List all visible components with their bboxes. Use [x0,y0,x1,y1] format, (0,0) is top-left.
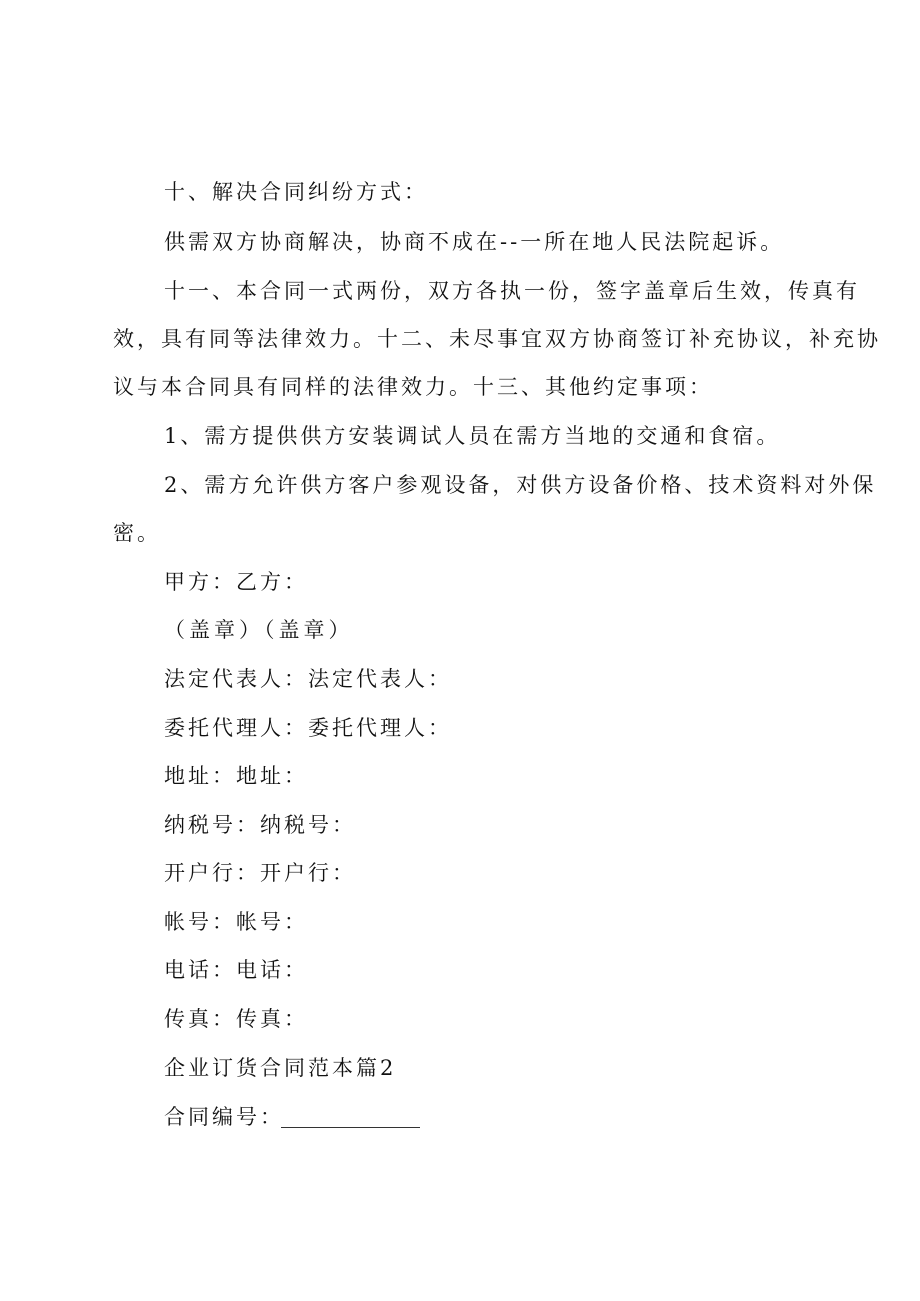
clause-11-line-2: 效，具有同等法律效力。十二、未尽事宜双方协商签订补充协议，补充协 [113,327,881,351]
contract-number-label: 合同编号： [164,1105,284,1129]
dispute-resolution-text: 供需双方协商解决，协商不成在--一所在地人民法院起诉。 [164,230,785,254]
address-label: 地址：地址： [164,764,308,788]
next-contract-title: 企业订货合同范本篇2 [164,1056,397,1080]
tax-number-label: 纳税号：纳税号： [164,813,356,837]
account-number-label: 帐号：帐号： [164,910,308,934]
signature-parties: 甲方：乙方： [164,570,308,594]
phone-label: 电话：电话： [164,958,308,982]
other-item-1: 1、需方提供供方安装调试人员在需方当地的交通和食宿。 [164,424,781,448]
other-item-2-line-1: 2、需方允许供方客户参观设备，对供方设备价格、技术资料对外保 [164,473,877,497]
dispute-section-title: 十、解决合同纠纷方式： [164,180,428,204]
bank-label: 开户行：开户行： [164,861,356,885]
clause-11-line-3: 议与本合同具有同样的法律效力。十三、其他约定事项： [113,375,713,399]
legal-representative-label: 法定代表人：法定代表人： [164,667,452,691]
clause-11-line-1: 十一、本合同一式两份，双方各执一份，签字盖章后生效，传真有 [164,279,860,303]
other-item-2-line-2: 密。 [113,521,161,545]
authorized-agent-label: 委托代理人：委托代理人： [164,716,452,740]
contract-number-blank-line [281,1127,420,1128]
fax-label: 传真：传真： [164,1007,308,1031]
signature-seals: （盖章）（盖章） [164,618,354,642]
